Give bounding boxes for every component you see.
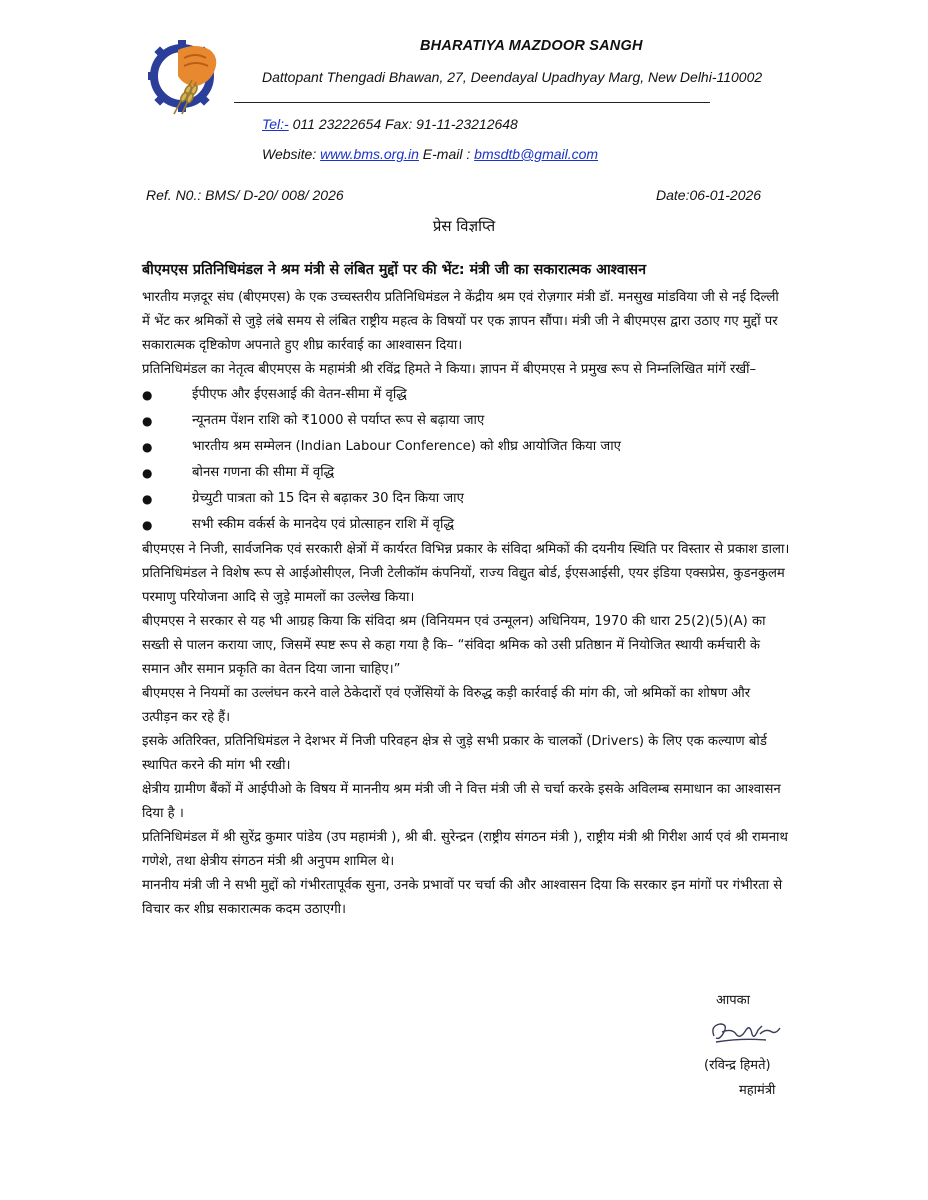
signer-name: (रविन्द्र हिमते): [704, 1058, 771, 1073]
demand-text: ग्रेच्युटी पात्रता को 15 दिन से बढ़ाकर 30 दिन किया जाए: [192, 491, 464, 506]
org-address: Dattopant Thengadi Bhawan, 27, Deendayal Upadhyay Marg, New Delhi-110002: [262, 69, 763, 85]
paragraph: माननीय मंत्री जी ने सभी मुद्दों को गंभीरतापूर्वक सुना, उनके प्रभावों पर चर्चा की और आश्वासन दिया कि सरकार इन मांगों पर गंभीरता से विचार कर शीघ्र सकारात्मक कदम उठाएगी।: [142, 878, 783, 917]
email-link[interactable]: bmsdtb@gmail.com: [474, 146, 599, 162]
bullet-icon: ●: [142, 518, 153, 532]
list-item: [142, 434, 790, 460]
bullet-icon: ●: [142, 440, 153, 454]
body-text: [142, 286, 790, 922]
paragraph: क्षेत्रीय ग्रामीण बैंकों में आईपीओ के विषय में माननीय श्रम मंत्री जी ने वित्त मंत्री जी से चर्चा करके इसके अविलम्ब समाधान का आश्वासन दिया है ।: [142, 782, 781, 821]
bullet-icon: ●: [142, 414, 153, 428]
closing-salutation: आपका: [716, 993, 751, 1008]
paragraph: बीएमएस ने निजी, सार्वजनिक एवं सरकारी क्षेत्रों में कार्यरत विभिन्न प्रकार के संविदा श्रमिकों की दयनीय स्थिति पर विस्तार से प्रकाश डाला। प्रतिनिधिमंडल ने विशेष रूप से आईओसीएल, निजी टेलीकॉम कंपनियों, राज्य विद्युत बोर्ड, ईएसआईसी, एयर इंडिया एक्सप्रेस, कुडनकुलम परमाणु परियोजना आदि से जुड़े मामलों का उल्लेख किया।: [142, 542, 790, 605]
website-link[interactable]: www.bms.org.in: [320, 146, 419, 162]
list-item: [142, 512, 790, 538]
bullet-icon: ●: [142, 388, 153, 402]
paragraph: इसके अतिरिक्त, प्रतिनिधिमंडल ने देशभर में निजी परिवहन क्षेत्र से जुड़े सभी प्रकार के चालकों (Drivers) के लिए एक कल्याण बोर्ड स्थापित करने की मांग भी रखी।: [142, 734, 767, 773]
tel-link[interactable]: Tel:-: [262, 116, 289, 132]
paragraph: प्रतिनिधिमंडल का नेतृत्व बीएमएस के महामंत्री श्री रविंद्र हिमते ने किया। ज्ञापन में बीएमएस ने प्रमुख रूप से निम्नलिखित मांगें रखीं–: [142, 362, 757, 377]
bullet-icon: ●: [142, 466, 153, 480]
paragraph: भारतीय मज़दूर संघ (बीएमएस) के एक उच्चस्तरीय प्रतिनिधिमंडल ने केंद्रीय श्रम एवं रोज़गार मंत्री डॉ. मनसुख मांडविया जी से नई दिल्ली में भेंट कर श्रमिकों से जुड़े लंबे समय से लंबित राष्ट्रीय महत्व के विषयों पर एक ज्ञापन सौंपा। मंत्री जी ने बीएमएस द्वारा उठाए गए मुद्दों पर सकारात्मक दृष्टिकोण अपनाते हुए शीघ्र कार्रवाई का आश्वासन दिया।: [142, 290, 779, 353]
list-item: [142, 408, 790, 434]
demand-text: बोनस गणना की सीमा में वृद्धि: [192, 465, 335, 480]
reference-number: Ref. N0.: BMS/ D-20/ 008/ 2026: [146, 187, 344, 203]
demand-text: न्यूनतम पेंशन राशि को ₹1000 से पर्याप्त रूप से बढ़ाया जाए: [192, 413, 485, 428]
list-item: [142, 460, 790, 486]
signature-image: [706, 1016, 786, 1048]
headline: बीएमएस प्रतिनिधिमंडल ने श्रम मंत्री से लंबित मुद्दों पर की भेंट: मंत्री जी का सकारात्मक आश्वासन: [142, 262, 647, 278]
list-item: [142, 382, 790, 408]
web-line: [262, 146, 598, 162]
demand-text: सभी स्कीम वर्कर्स के मानदेय एवं प्रोत्साहन राशि में वृद्धि: [192, 517, 454, 532]
demand-text: ईपीएफ और ईएसआई की वेतन-सीमा में वृद्धि: [192, 387, 407, 402]
paragraph: बीएमएस ने सरकार से यह भी आग्रह किया कि संविदा श्रम (विनियमन एवं उन्मूलन) अधिनियम, 1970 की धारा 25(2)(5)(A) का सख्ती से पालन कराया जाए, जिसमें स्पष्ट रूप से कहा गया है कि– “संविदा श्रमिक को उसी प्रतिष्ठान में नियोजित स्थायी कर्मचारी के समान और समान प्रकृति का वेतन दिया जाना चाहिए।”: [142, 614, 766, 677]
paragraph: बीएमएस ने नियमों का उल्लंघन करने वाले ठेकेदारों एवं एजेंसियों के विरुद्ध कड़ी कार्रवाई की मांग की, जो श्रमिकों का शोषण और उत्पीड़न कर रहे हैं।: [142, 686, 751, 725]
release-date: Date:06-01-2026: [656, 187, 762, 203]
bms-logo-icon: [148, 36, 228, 118]
press-title: प्रेस विज्ञप्ति: [432, 217, 496, 235]
signer-designation: महामंत्री: [739, 1083, 776, 1098]
demand-text: भारतीय श्रम सम्मेलन (Indian Labour Conference) को शीघ्र आयोजित किया जाए: [192, 439, 621, 454]
website-label: Website:: [262, 146, 321, 162]
header-rule: [234, 102, 710, 103]
list-item: [142, 486, 790, 512]
org-name: BHARATIYA MAZDOOR SANGH: [420, 38, 643, 54]
paragraph: प्रतिनिधिमंडल में श्री सुरेंद्र कुमार पांडेय (उप महामंत्री ), श्री बी. सुरेन्द्रन (राष्ट्रीय संगठन मंत्री ), राष्ट्रीय मंत्री श्री गिरीश आर्य एवं श्री रामनाथ गणेशे, तथा क्षेत्रीय संगठन मंत्री श्री अनुपम शामिल थे।: [142, 830, 788, 869]
tel-fax-text: 011 23222654 Fax: 91-11-23212648: [288, 116, 518, 132]
bullet-icon: ●: [142, 492, 153, 506]
demand-list: [142, 382, 790, 538]
email-label: E-mail :: [418, 146, 475, 162]
contact-line: [262, 116, 518, 132]
